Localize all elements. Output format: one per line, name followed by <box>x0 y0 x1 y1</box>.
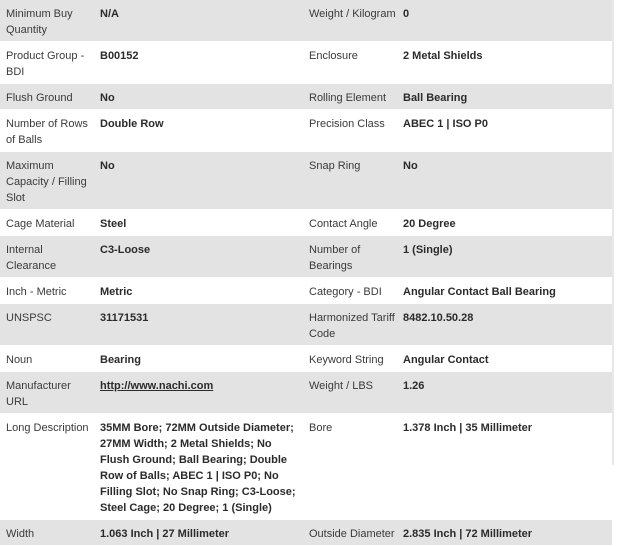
spec-label: Harmonized Tariff Code <box>303 304 397 346</box>
spec-label: Number of Rows of Balls <box>0 110 94 152</box>
spec-label: Manufacturer URL <box>0 372 94 414</box>
spec-value: 2.835 Inch | 72 Millimeter <box>397 520 612 546</box>
spec-value: Steel <box>94 210 303 236</box>
spec-label: Maximum Capacity / Filling Slot <box>0 152 94 210</box>
spec-value: 1.063 Inch | 27 Millimeter <box>94 520 303 546</box>
spec-label: Noun <box>0 346 94 372</box>
spec-value: 1.378 Inch | 35 Millimeter <box>397 414 612 520</box>
spec-row <box>0 210 612 236</box>
spec-value: 35MM Bore; 72MM Outside Diameter; 27MM Width; 2 Metal Shields; No Flush Ground; Ball Bearing; Double Row of Balls; ABEC 1 | ISO P0; No Filling Slot; No Snap Ring; C3-Loose; Steel Cage; 20 Degree; 1 (Single) <box>94 414 303 520</box>
spec-value: 31171531 <box>94 304 303 346</box>
spec-value: 2 Metal Shields <box>397 42 612 84</box>
spec-value: 8482.10.50.28 <box>397 304 612 346</box>
spec-value: C3-Loose <box>94 236 303 278</box>
spec-label: Outside Diameter <box>303 520 397 546</box>
spec-value: Bearing <box>94 346 303 372</box>
spec-row <box>0 414 612 520</box>
spec-value: 0 <box>397 0 612 42</box>
spec-value: Metric <box>94 278 303 304</box>
spec-label: Long Description <box>0 414 94 520</box>
spec-row <box>0 304 612 346</box>
spec-label: Product Group - BDI <box>0 42 94 84</box>
spec-label: Cage Material <box>0 210 94 236</box>
spec-value: 1.26 <box>397 372 612 414</box>
spec-value: 1 (Single) <box>397 236 612 278</box>
spec-value: B00152 <box>94 42 303 84</box>
spec-label: Weight / LBS <box>303 372 397 414</box>
spec-row <box>0 236 612 278</box>
spec-value: 20 Degree <box>397 210 612 236</box>
spec-label: Number of Bearings <box>303 236 397 278</box>
spec-row <box>0 84 612 110</box>
spec-value: Angular Contact Ball Bearing <box>397 278 612 304</box>
spec-value: No <box>94 152 303 210</box>
spec-label: Precision Class <box>303 110 397 152</box>
spec-value <box>94 372 303 414</box>
spec-value: No <box>397 152 612 210</box>
spec-value: ABEC 1 | ISO P0 <box>397 110 612 152</box>
spec-row <box>0 278 612 304</box>
spec-label: Bore <box>303 414 397 520</box>
spec-label: Contact Angle <box>303 210 397 236</box>
spec-label: Width <box>0 520 94 546</box>
spec-label: Rolling Element <box>303 84 397 110</box>
spec-value: Double Row <box>94 110 303 152</box>
spec-label: UNSPSC <box>0 304 94 346</box>
spec-label: Minimum Buy Quantity <box>0 0 94 42</box>
spec-value: Angular Contact <box>397 346 612 372</box>
spec-row <box>0 152 612 210</box>
spec-row <box>0 110 612 152</box>
spec-row <box>0 0 612 42</box>
spec-value: N/A <box>94 0 303 42</box>
spec-label: Internal Clearance <box>0 236 94 278</box>
table-right-edge <box>612 0 614 465</box>
spec-value: No <box>94 84 303 110</box>
spec-label: Category - BDI <box>303 278 397 304</box>
spec-label: Snap Ring <box>303 152 397 210</box>
spec-row <box>0 520 612 546</box>
spec-label: Flush Ground <box>0 84 94 110</box>
spec-label: Inch - Metric <box>0 278 94 304</box>
manufacturer-url-link[interactable]: http://www.nachi.com <box>100 380 214 392</box>
spec-label: Weight / Kilogram <box>303 0 397 42</box>
spec-row <box>0 346 612 372</box>
spec-label: Keyword String <box>303 346 397 372</box>
spec-value: Ball Bearing <box>397 84 612 110</box>
spec-label: Enclosure <box>303 42 397 84</box>
spec-row <box>0 42 612 84</box>
spec-row <box>0 372 612 414</box>
